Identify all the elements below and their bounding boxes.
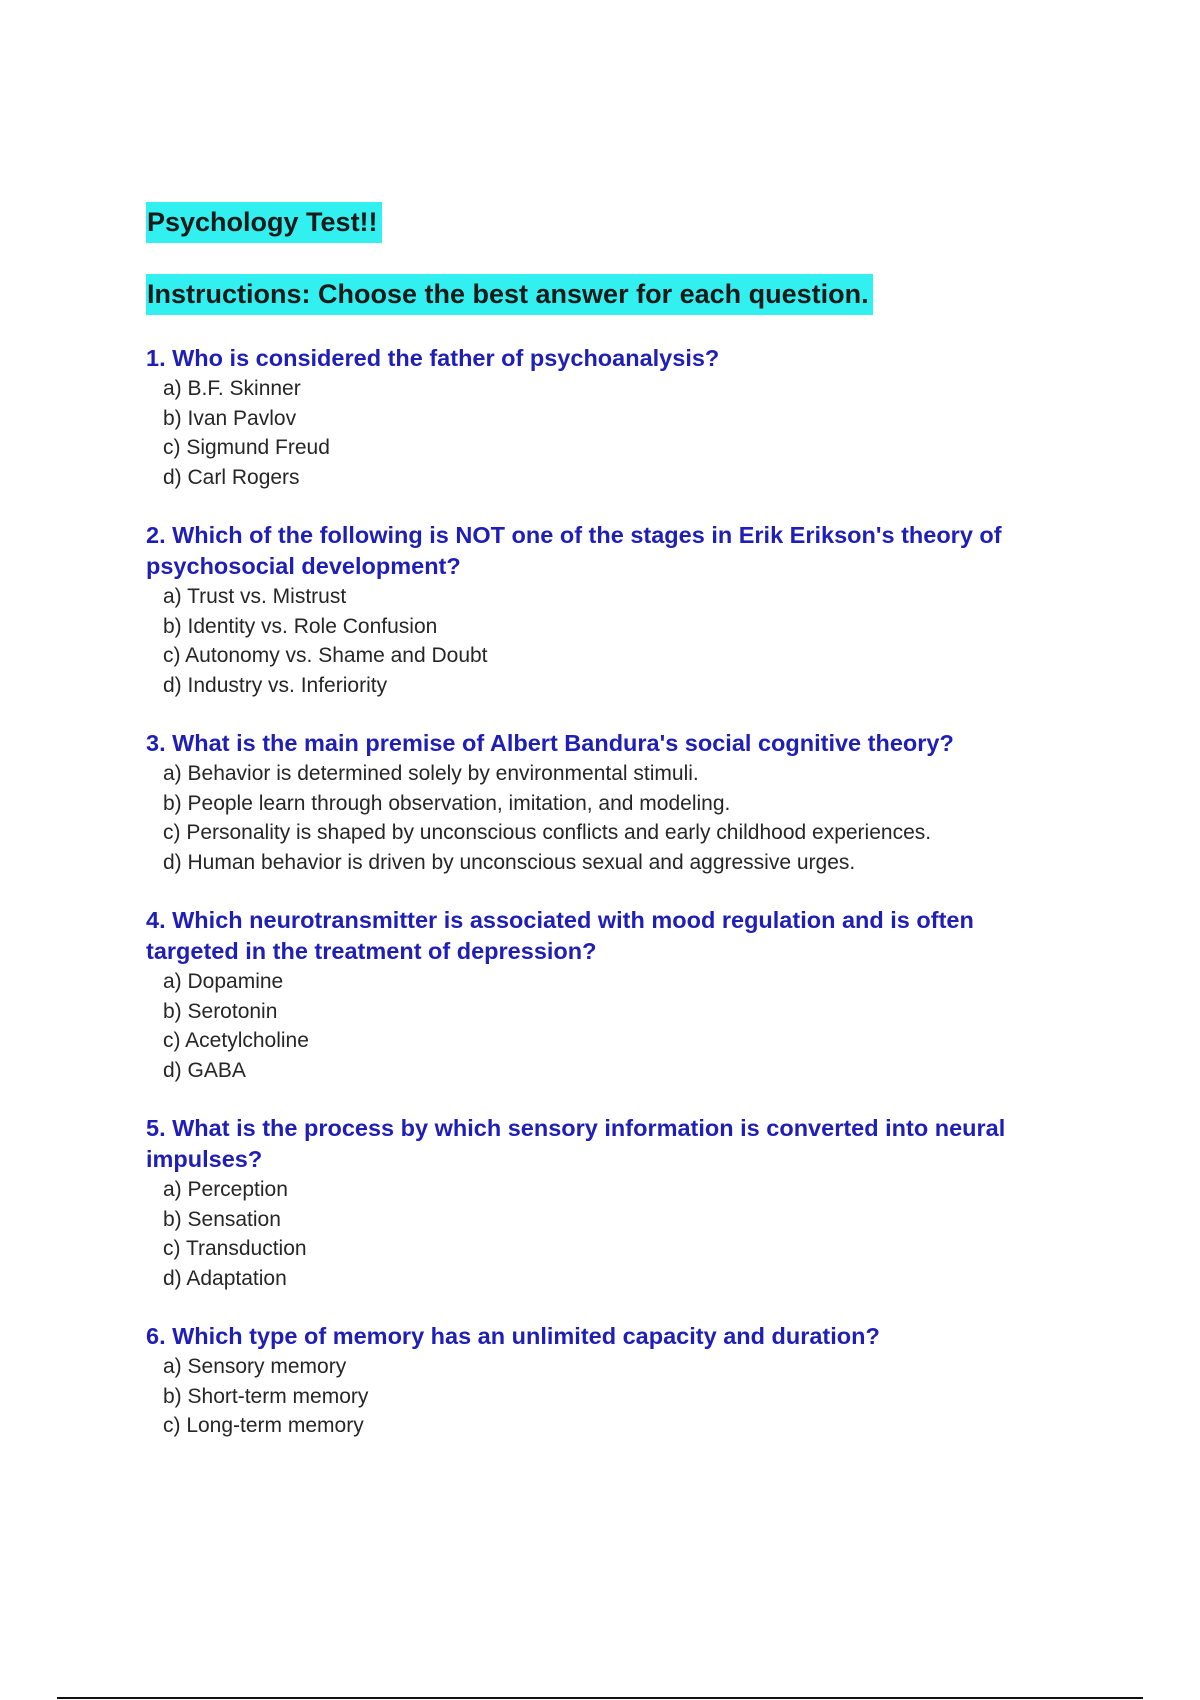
option-item: c) Acetylcholine: [163, 1029, 309, 1052]
option-item: d) Human behavior is driven by unconscious sexual and aggressive urges.: [163, 850, 856, 874]
options-list: [146, 759, 1046, 877]
document-content: [146, 202, 1046, 1441]
option-item: c) Transduction: [163, 1237, 307, 1260]
option-item: a) Behavior is determined solely by environmental stimuli.: [163, 762, 699, 785]
option-item: b) Sensation: [163, 1207, 281, 1231]
instructions-line: [146, 274, 1046, 315]
question-6: [146, 1321, 1046, 1441]
options-list: [146, 582, 1046, 700]
option-item: a) Dopamine: [163, 970, 284, 993]
options-list: [146, 374, 1046, 492]
option-item: c) Sigmund Freud: [163, 436, 330, 459]
option-item: b) Ivan Pavlov: [163, 406, 297, 430]
options-list: [146, 1175, 1046, 1293]
option-item: a) Sensory memory: [163, 1355, 347, 1378]
option-item: b) Identity vs. Role Confusion: [163, 614, 438, 638]
question-text: 6. Which type of memory has an unlimited capacity and duration?: [146, 1323, 880, 1349]
question-2: [146, 520, 1046, 700]
option-item: d) GABA: [163, 1058, 246, 1082]
option-item: d) Industry vs. Inferiority: [163, 673, 388, 697]
option-item: c) Autonomy vs. Shame and Doubt: [163, 644, 488, 667]
option-item: d) Adaptation: [163, 1266, 287, 1290]
option-item: b) People learn through observation, imitation, and modeling.: [163, 791, 731, 815]
document-title: Psychology Test!!: [146, 202, 382, 243]
instructions-text: Instructions: Choose the best answer for each question.: [146, 274, 873, 315]
question-text: 1. Who is considered the father of psychoanalysis?: [146, 345, 720, 371]
question-3: [146, 728, 1046, 877]
option-item: b) Short-term memory: [163, 1384, 369, 1408]
options-list: [146, 967, 1046, 1085]
option-item: a) B.F. Skinner: [163, 377, 301, 400]
page-bottom-divider: [57, 1697, 1143, 1699]
question-text: 3. What is the main premise of Albert Bandura's social cognitive theory?: [146, 730, 954, 756]
question-1: [146, 343, 1046, 492]
option-item: a) Trust vs. Mistrust: [163, 585, 347, 608]
question-text: 5. What is the process by which sensory information is converted into neural impulses?: [146, 1115, 1006, 1172]
question-4: [146, 905, 1046, 1085]
question-text: 2. Which of the following is NOT one of the stages in Erik Erikson's theory of psychosocial development?: [146, 522, 1002, 579]
option-item: b) Serotonin: [163, 999, 278, 1023]
question-text: 4. Which neurotransmitter is associated with mood regulation and is often targeted in the treatment of depression?: [146, 907, 974, 964]
option-item: a) Perception: [163, 1178, 288, 1201]
option-item: c) Long-term memory: [163, 1414, 364, 1437]
question-5: [146, 1113, 1046, 1293]
options-list: [146, 1352, 1046, 1441]
option-item: c) Personality is shaped by unconscious conflicts and early childhood experiences.: [163, 821, 932, 844]
title-line: [146, 202, 1046, 243]
option-item: d) Carl Rogers: [163, 465, 300, 489]
